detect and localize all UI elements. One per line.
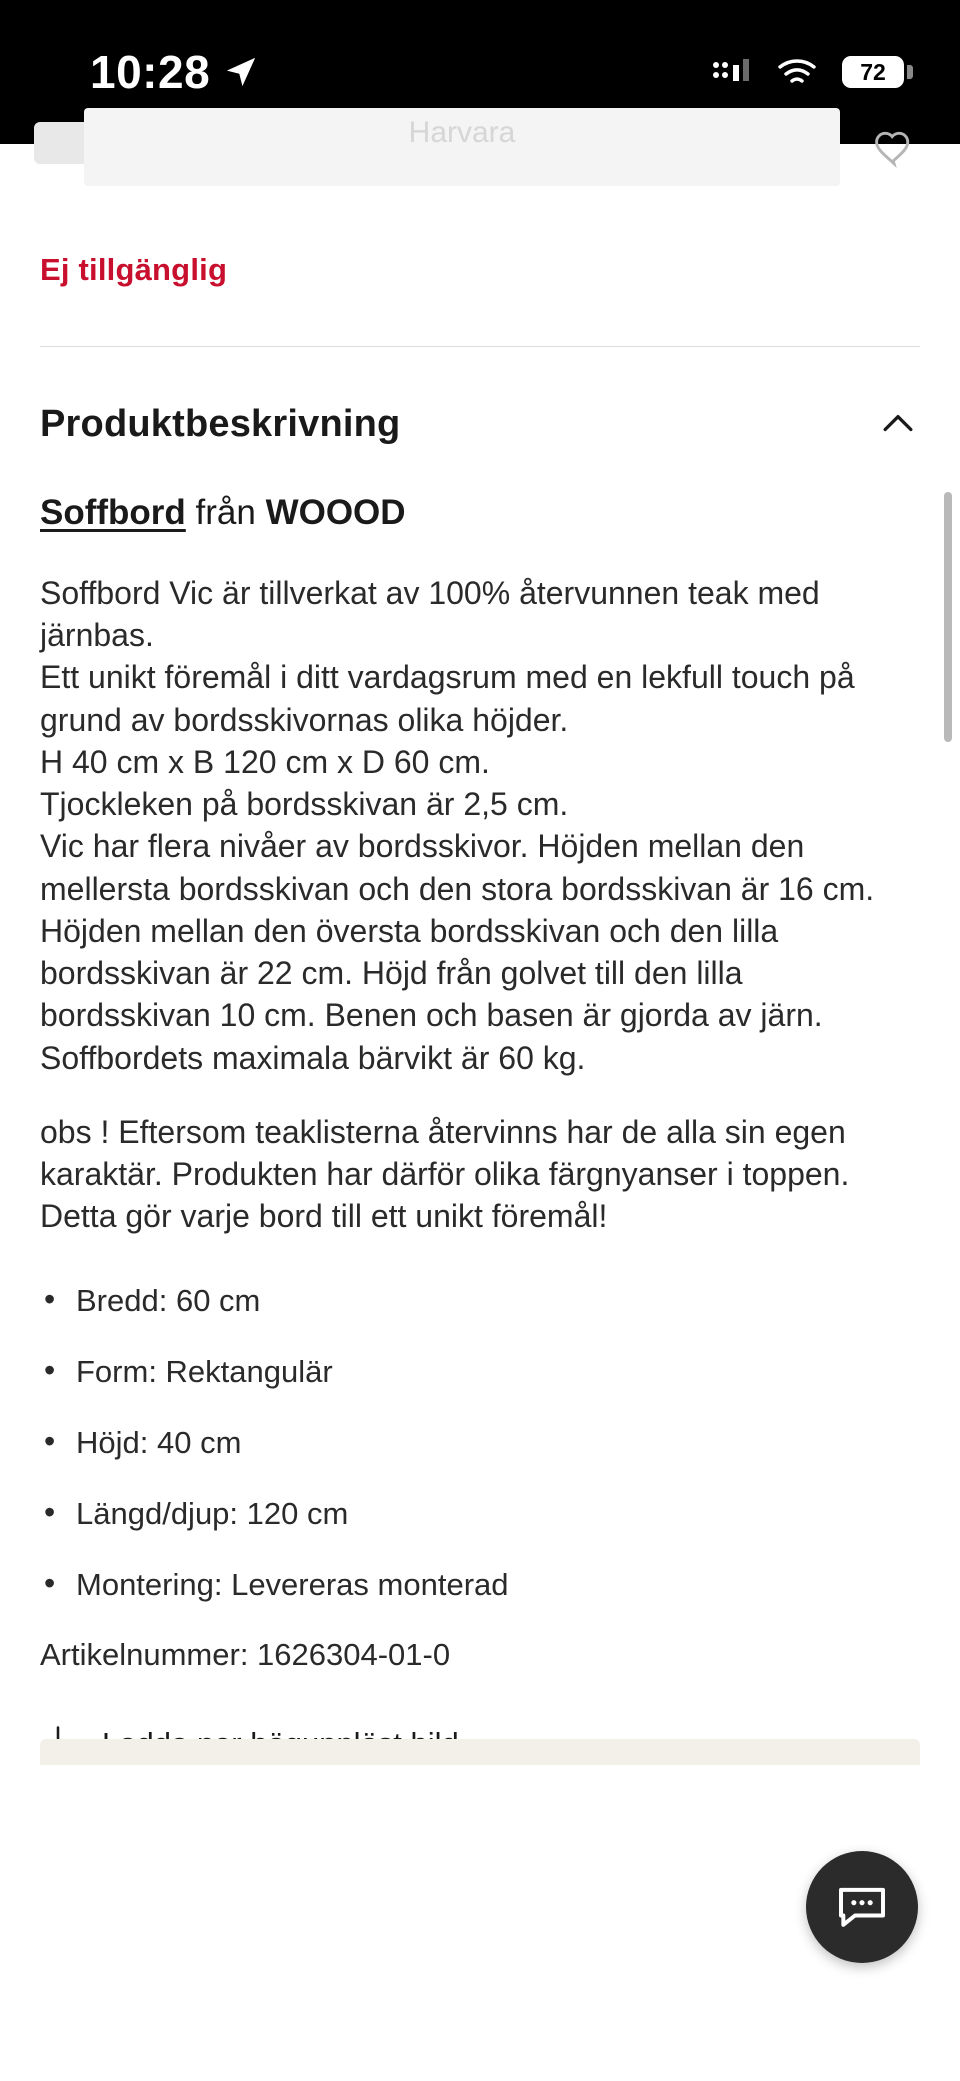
section-title: Produktbeskrivning [40,402,401,445]
sticky-bar-label: Harvara [408,116,516,149]
heart-icon[interactable] [872,126,916,170]
list-item: • Montering: Levereras monterad [40,1566,920,1603]
status-left-group [90,45,258,99]
cellular-signal-icon [712,57,752,87]
product-title-connector: från [185,493,266,532]
divider [40,346,920,347]
bottom-section-strip [40,1739,920,1765]
wifi-icon [776,56,818,88]
product-title-line [40,492,920,534]
battery-level: 72 [860,58,886,85]
article-number: Artikelnummer: 1626304-01-0 [40,1637,451,1673]
product-type-link[interactable]: Soffbord [40,493,186,532]
page-content [0,116,960,1765]
product-brand: WOOOD [265,493,406,532]
list-item: • Form: Rektangulär [40,1353,920,1390]
location-arrow-icon [224,55,258,89]
status-time: 10:28 [90,46,211,98]
scrollbar[interactable] [944,492,952,742]
product-description-header[interactable] [40,402,920,446]
description-paragraph-1: Soffbord Vic är tillverkat av 100% återvunnen teak med järnbas. Ett unikt föremål i ditt vardagsrum med en lekfull touch på grund av bordsskivornas olika höjder. H 40 cm x B 120 cm x D 60 cm. Tjockleken på bordsskivan är 2,5 cm. Vic har flera nivåer av bordsskivor. Höjden mellan den mellersta bordsskivan och den stora bordsskivan är 16 cm. Höjden mellan den översta bordsskivan och den lilla bordsskivan är 22 cm. Höjd från golvet till den lilla bordsskivan 10 cm. Benen och basen är gjorda av järn. Soffbordets maximala bärvikt är 60 kg. [40,575,875,1076]
chat-bubble-icon [834,1877,890,1938]
battery-indicator [842,56,904,88]
list-item: • Höjd: 40 cm [40,1424,920,1461]
description-paragraph-2: obs ! Eftersom teaklisterna återvinns har de alla sin egen karaktär. Produkten har därför olika färgnyanser i toppen. Detta gör varje bord till ett unikt föremål! [40,1113,850,1235]
availability-status: Ej tillgänglig [40,252,228,287]
chat-button[interactable] [806,1851,918,1963]
status-right-group [712,56,904,88]
clipped-sticky-bar [0,116,960,200]
list-item: • Bredd: 60 cm [40,1282,920,1319]
list-item: • Längd/djup: 120 cm [40,1495,920,1532]
sticky-search-bar[interactable] [84,108,840,186]
paragraph-spacer [40,1079,920,1111]
chevron-up-icon[interactable] [876,402,920,446]
spec-list [40,1282,920,1604]
product-description [40,572,920,1238]
